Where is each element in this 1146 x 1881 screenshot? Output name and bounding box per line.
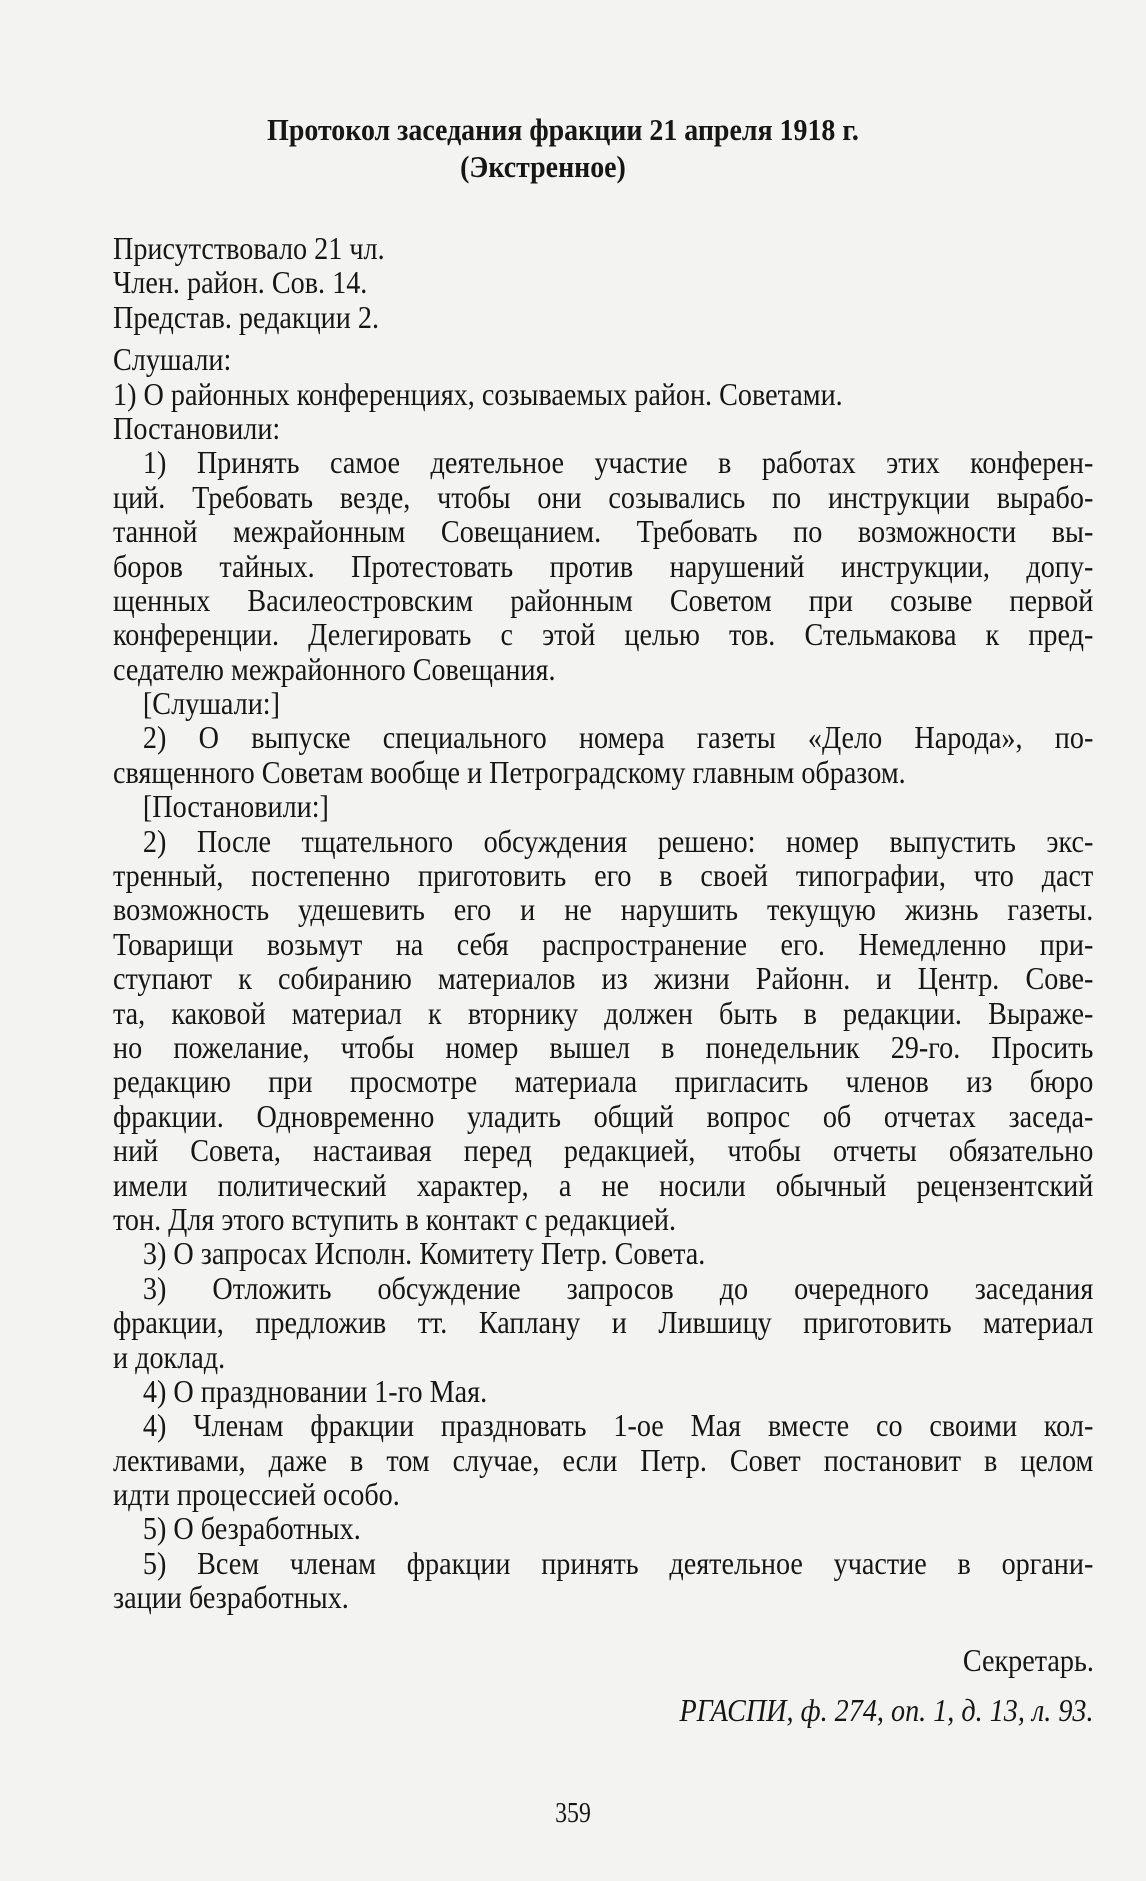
text-line: Постановили: — [113, 409, 281, 446]
text-line: 2) После тщательного обсуждения решено: номер выпустить экс- — [142, 822, 1094, 859]
text-line: 2) О выпуске специального номера газеты «Дело Народа», по- — [142, 719, 1094, 756]
text-line: 4) Членам фракции праздновать 1-ое Мая вместе со своими кол- — [142, 1407, 1094, 1444]
text-line: священного Советам вообще и Петроградскому главным образом. — [113, 753, 906, 790]
text-line: фракции. Одновременно уладить общий вопрос об отчетах заседа- — [113, 1097, 1094, 1134]
text-line: седателю межрайонного Совещания. — [113, 650, 556, 687]
text-line: танной межрайонным Совещанием. Требовать по возможности вы- — [113, 513, 1094, 550]
text-line: конференции. Делегировать с этой целью тов. Стельмакова к пред- — [113, 616, 1094, 653]
text-line: ций. Требовать везде, чтобы они созывались по инструкции вырабо- — [113, 478, 1094, 515]
text-line: [Постановили:] — [142, 788, 329, 825]
text-line: 3) О запросах Исполн. Комитету Петр. Совета. — [142, 1235, 706, 1272]
text-line: лективами, даже в том случае, если Петр. Совет постановит в целом — [113, 1441, 1094, 1478]
text-line: 5) Всем членам фракции принять деятельное участие в органи- — [142, 1544, 1094, 1581]
text-line: тон. Для этого вступить в контакт с редакцией. — [113, 1200, 677, 1237]
archive-reference: РГАСПИ, ф. 274, оп. 1, д. 13, л. 93. — [679, 1692, 1094, 1728]
text-line: боров тайных. Протестовать против нарушений инструкции, допу- — [113, 547, 1094, 584]
text-line: 3) Отложить обсуждение запросов до очередного заседания — [142, 1269, 1094, 1306]
text-line: возможность удешевить его и не нарушить текущую жизнь газеты. — [113, 891, 1094, 928]
document-title: Протокол заседания фракции 21 апреля 1918 г. — [267, 112, 859, 147]
text-line: Слушали: — [113, 341, 232, 378]
protocol-body — [113, 231, 1093, 1615]
text-line: Товарищи возьмут на себя распространение его. Немедленно при- — [113, 925, 1094, 962]
document-subtitle: (Экстренное) — [460, 149, 626, 184]
text-line: Представ. редакции 2. — [113, 298, 379, 335]
text-line: Член. район. Сов. 14. — [113, 264, 368, 301]
text-line: зации безработных. — [113, 1579, 349, 1616]
text-line: щенных Василеостровским районным Советом при созыве первой — [113, 581, 1094, 618]
text-line: редакцию при просмотре материала пригласить членов из бюро — [113, 1063, 1094, 1100]
text-line: ний Совета, настаивая перед редакцией, чтобы отчеты обязательно — [113, 1132, 1094, 1169]
text-line: имели политический характер, а не носили обычный рецензентский — [113, 1166, 1094, 1203]
text-line: та, каковой материал к вторнику должен быть в редакции. Выраже- — [113, 994, 1094, 1031]
page-number: 359 — [555, 1798, 591, 1829]
text-line: 5) О безработных. — [142, 1510, 361, 1547]
text-line: идти процессией особо. — [113, 1476, 400, 1513]
text-line: 4) О праздновании 1-го Мая. — [142, 1372, 488, 1409]
text-line: 1) Принять самое деятельное участие в работах этих конферен- — [142, 444, 1094, 481]
signature-secretary: Секретарь. — [963, 1642, 1094, 1678]
text-line: но пожелание, чтобы номер вышел в понедельник 29-го. Просить — [113, 1028, 1094, 1065]
text-line: тренный, постепенно приготовить его в своей типографии, что даст — [113, 857, 1094, 894]
text-line: фракции, предложив тт. Каплану и Лившицу приготовить материал — [113, 1304, 1094, 1341]
text-line: Присутствовало 21 чл. — [113, 230, 385, 266]
text-line: [Слушали:] — [142, 685, 280, 722]
text-line: ступают к собиранию материалов из жизни Районн. и Центр. Сове- — [113, 960, 1094, 997]
text-line: и доклад. — [113, 1338, 226, 1375]
text-line: 1) О районных конференциях, созываемых район. Советами. — [113, 375, 843, 412]
